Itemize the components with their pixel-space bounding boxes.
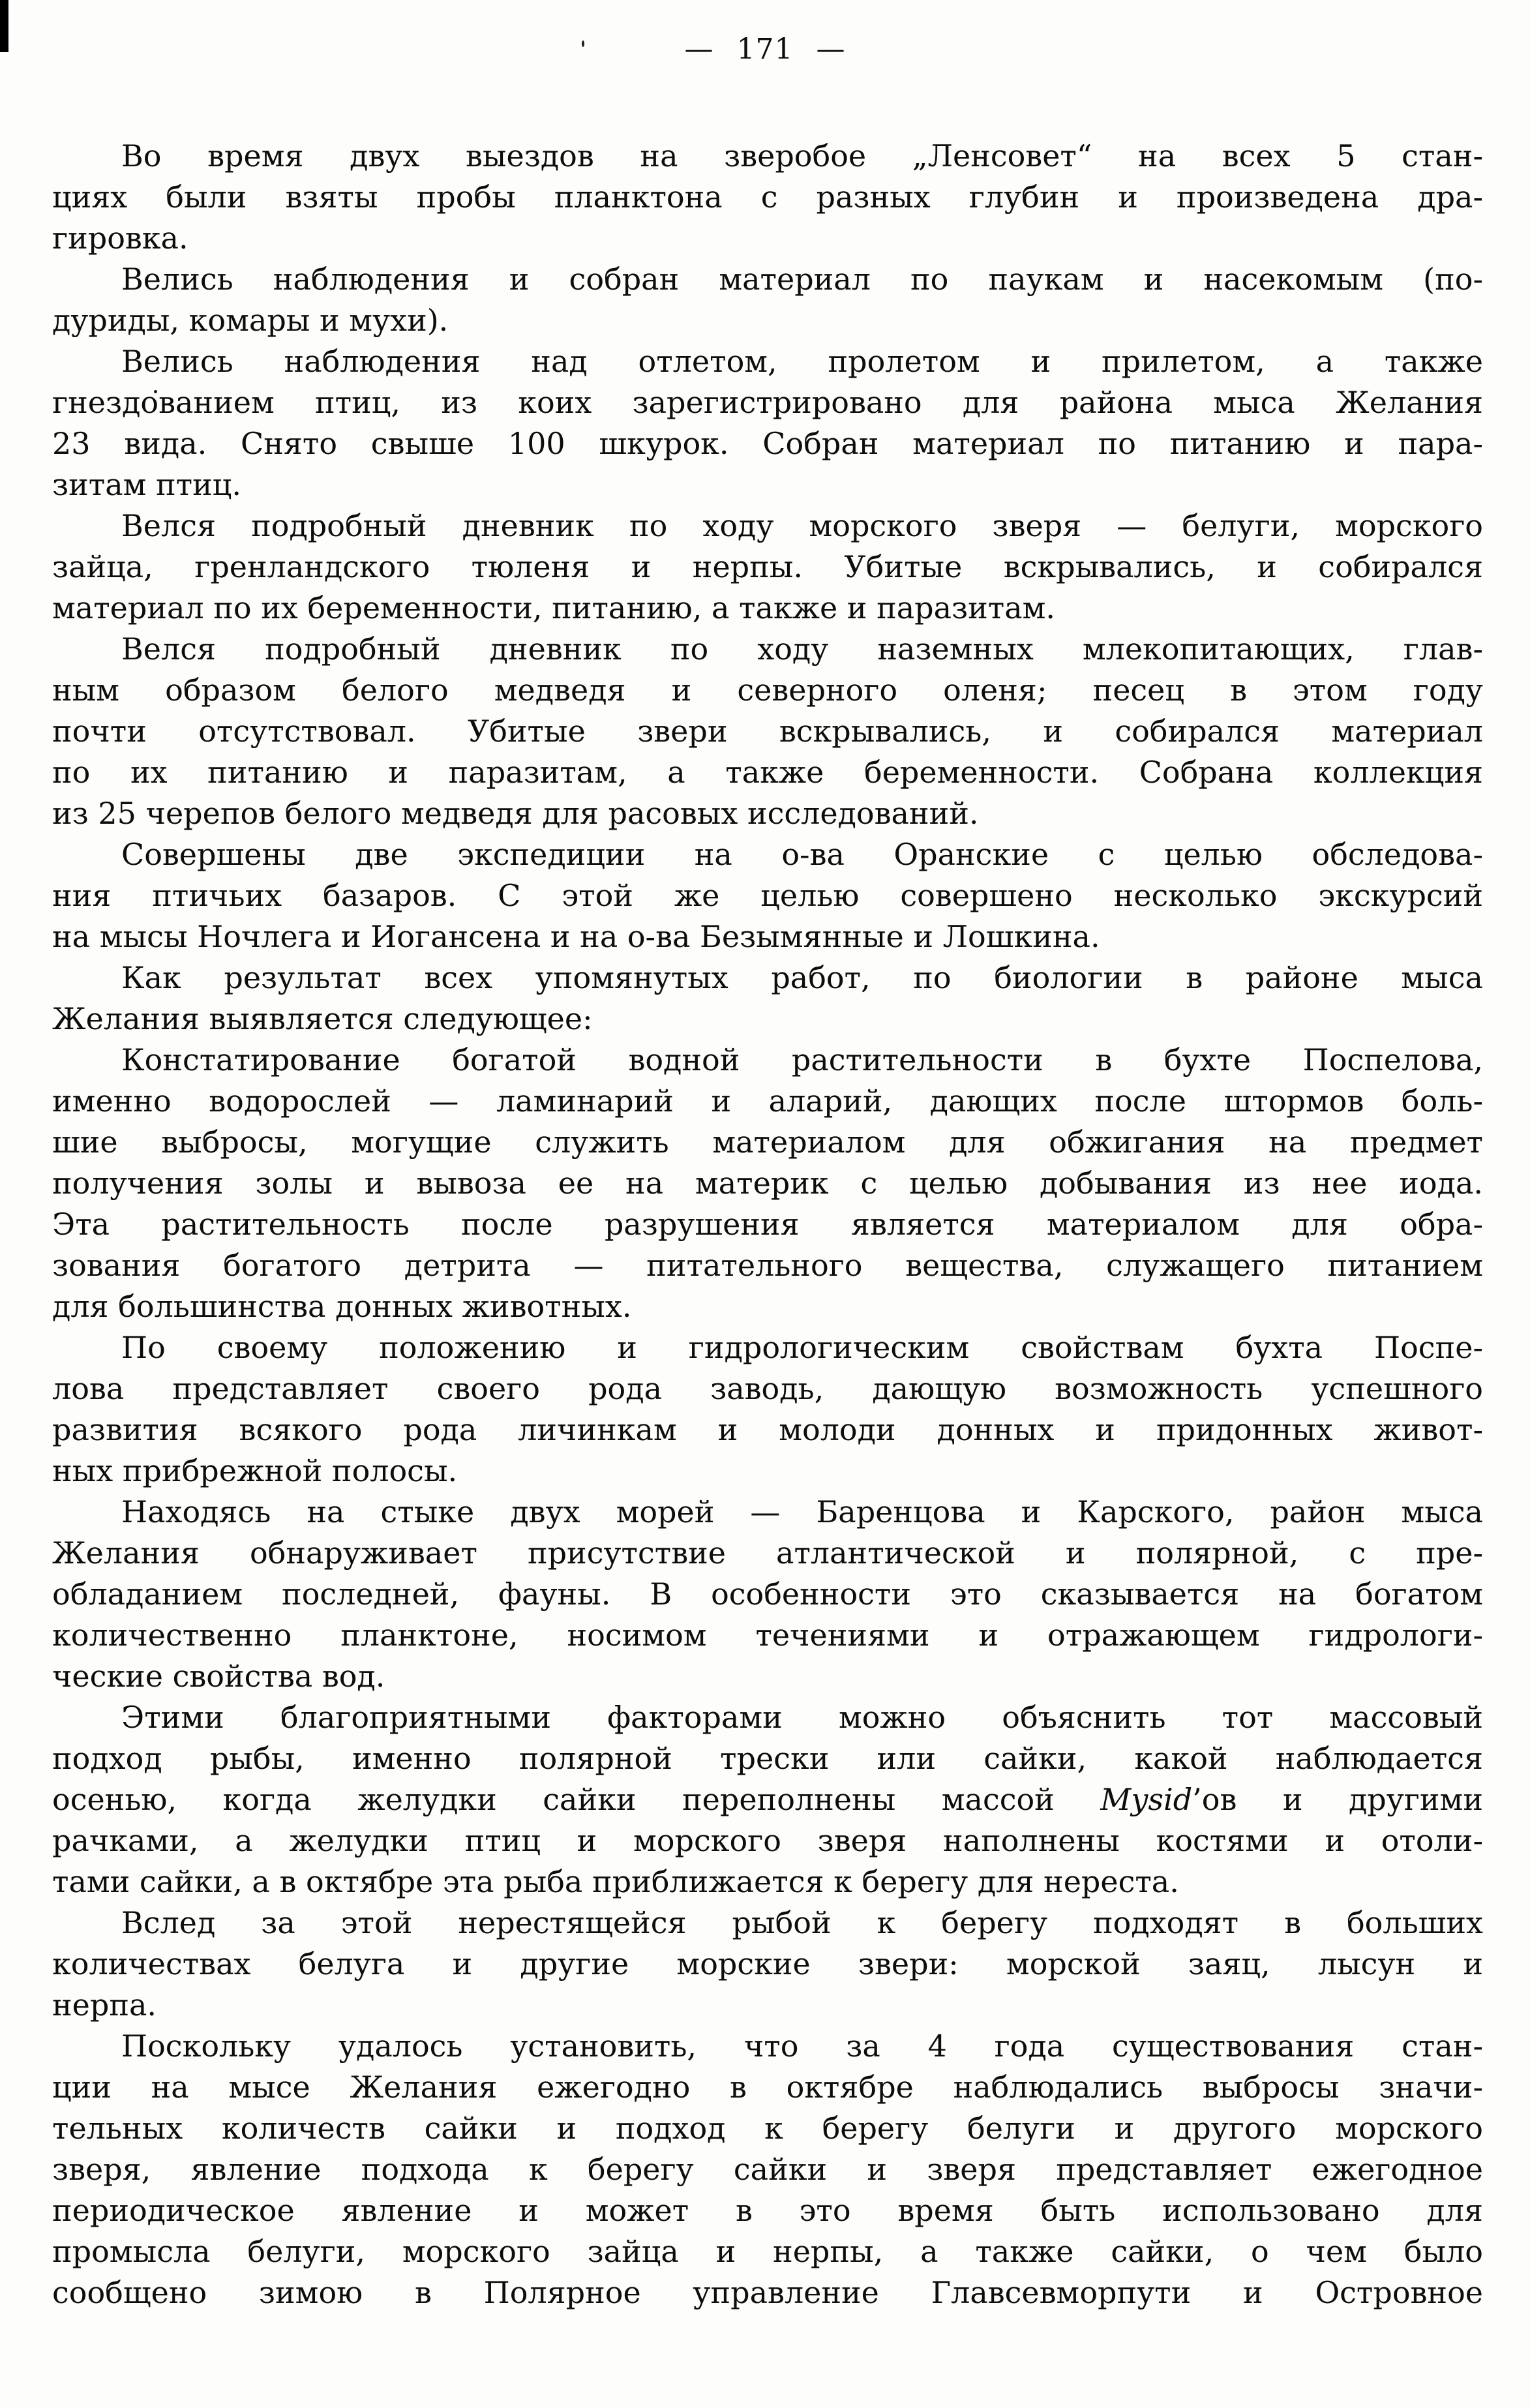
text-line: именно водорослей — ламинарий и аларий, дающих после штормов боль- bbox=[52, 1083, 1483, 1119]
text-line: обладанием последней, фауны. В особенности это сказывается на богатом bbox=[52, 1576, 1483, 1612]
text-line: гнездованием птиц, из коих зарегистрировано для района мыса Желания bbox=[52, 385, 1483, 420]
text-line: Велись наблюдения и собран материал по паукам и насекомым (по- bbox=[121, 262, 1483, 297]
page-body bbox=[52, 136, 1483, 2313]
text-line: шие выбросы, могущие служить материалом для обжигания на предмет bbox=[52, 1124, 1483, 1160]
text-line: Находясь на стыке двух морей — Баренцова и Карского, район мыса bbox=[121, 1494, 1483, 1529]
text-line: Желания выявляется следующее: bbox=[52, 1001, 593, 1036]
text-line: Велись наблюдения над отлетом, пролетом и прилетом, а также bbox=[121, 344, 1483, 379]
text-line: тельных количеств сайки и подход к берегу белуги и другого морского bbox=[52, 2111, 1483, 2146]
paragraph bbox=[52, 1327, 1483, 1492]
text-line: ния птичьих базаров. С этой же целью совершено несколько экскурсий bbox=[52, 878, 1483, 913]
text-line: зайца, гренландского тюленя и нерпы. Убитые вскрывались, и собирался bbox=[52, 549, 1483, 584]
text-line: из 25 черепов белого медведя для расовых исследований. bbox=[52, 796, 979, 831]
latin-species-term: Mysid bbox=[1100, 1782, 1193, 1817]
paragraph bbox=[52, 136, 1483, 259]
paragraph bbox=[52, 957, 1483, 1040]
paragraph bbox=[52, 1903, 1483, 2026]
text-line bbox=[52, 1779, 1483, 1820]
text-line: подход рыбы, именно полярной трески или сайки, какой наблюдается bbox=[52, 1741, 1483, 1776]
text-line: сообщено зимою в Полярное управление Главсевморпути и Островное bbox=[52, 2275, 1483, 2310]
text-line: ным образом белого медведя и северного оленя; песец в этом году bbox=[52, 672, 1483, 708]
text-line: Как результат всех упомянутых работ, по биологии в районе мыса bbox=[121, 960, 1483, 995]
text-line: Велся подробный дневник по ходу наземных млекопитающих, глав- bbox=[121, 631, 1483, 667]
text-line: 23 вида. Снято свыше 100 шкурок. Собран материал по питанию и пара- bbox=[52, 426, 1483, 461]
text-line: Поскольку удалось установить, что за 4 года существования стан- bbox=[121, 2028, 1483, 2064]
text-line: получения золы и вывоза ее на материк с целью добывания из нее иода. bbox=[52, 1166, 1483, 1201]
text-line: Желания обнаруживает присутствие атлантической и полярной, с пре- bbox=[52, 1535, 1483, 1571]
paragraph bbox=[52, 1697, 1483, 1903]
text-line: зверя, явление подхода к берегу сайки и зверя представляет ежегодное bbox=[52, 2152, 1483, 2187]
page-number: — 171 — bbox=[684, 33, 846, 66]
text-line: ции на мысе Желания ежегодно в октябре наблюдались выбросы значи- bbox=[52, 2069, 1483, 2105]
text-line: развития всякого рода личинкам и молоди донных и придонных живот- bbox=[52, 1412, 1483, 1447]
text-segment: ’ов и другими bbox=[1192, 1782, 1483, 1817]
text-line: ных прибрежной полосы. bbox=[52, 1453, 458, 1488]
text-line: нерпа. bbox=[52, 1987, 157, 2023]
text-line: ческие свойства вод. bbox=[52, 1659, 385, 1694]
paragraph bbox=[52, 259, 1483, 341]
text-segment: осенью, когда желудки сайки переполнены массой bbox=[52, 1782, 1101, 1817]
text-line: тами сайки, а в октябре эта рыба приближается к берегу для нереста. bbox=[52, 1864, 1179, 1899]
text-line: по их питанию и паразитам, а также беременности. Собрана коллекция bbox=[52, 755, 1483, 790]
paragraph bbox=[52, 1492, 1483, 1697]
text-line: Констатирование богатой водной растительности в бухте Поспелова, bbox=[121, 1042, 1483, 1077]
text-line: циях были взяты пробы планктона с разных глубин и произведена дра- bbox=[52, 179, 1483, 215]
text-line: Велся подробный дневник по ходу морского зверя — белуги, морского bbox=[121, 508, 1483, 543]
paragraph bbox=[52, 834, 1483, 957]
paragraph bbox=[52, 505, 1483, 629]
text-line: лова представляет своего рода заводь, дающую возможность успешного bbox=[52, 1371, 1483, 1406]
scan-speck bbox=[582, 40, 584, 47]
paragraph bbox=[52, 341, 1483, 505]
text-line: материал по их беременности, питанию, а также и паразитам. bbox=[52, 590, 1056, 625]
text-line: для большинства донных животных. bbox=[52, 1289, 632, 1324]
paragraph bbox=[52, 2026, 1483, 2313]
text-line: гировка. bbox=[52, 220, 188, 256]
text-line: дуриды, комары и мухи). bbox=[52, 303, 449, 338]
text-line: зования богатого детрита — питательного вещества, служащего питанием bbox=[52, 1248, 1483, 1283]
paragraph bbox=[52, 629, 1483, 834]
text-line: зитам птиц. bbox=[52, 467, 241, 502]
text-line: промысла белуги, морского зайца и нерпы, а также сайки, о чем было bbox=[52, 2234, 1483, 2269]
text-line: Во время двух выездов на зверобое „Ленсовет“ на всех 5 стан- bbox=[121, 138, 1483, 173]
text-line: количествах белуга и другие морские звери: морской заяц, лысун и bbox=[52, 1946, 1483, 1981]
text-line: рачками, а желудки птиц и морского зверя наполнены костями и отоли- bbox=[52, 1823, 1483, 1858]
scan-edge-artifact bbox=[0, 0, 8, 52]
text-line: Эта растительность после разрушения является материалом для обра- bbox=[52, 1207, 1483, 1242]
text-line: количественно планктоне, носимом течениями и отражающем гидрологи- bbox=[52, 1618, 1483, 1653]
text-line: По своему положению и гидрологическим свойствам бухта Поспе- bbox=[121, 1330, 1483, 1365]
paragraph bbox=[52, 1040, 1483, 1327]
text-line: периодическое явление и может в это время быть использовано для bbox=[52, 2193, 1483, 2228]
text-line: почти отсутствовал. Убитые звери вскрывались, и собирался материал bbox=[52, 714, 1483, 749]
text-line: Этими благоприятными факторами можно объяснить тот массовый bbox=[121, 1700, 1483, 1735]
text-line: на мысы Ночлега и Иогансена и на о-ва Безымянные и Лошкина. bbox=[52, 919, 1100, 954]
text-line: Совершены две экспедиции на о-ва Оранские с целью обследова- bbox=[121, 837, 1483, 872]
text-line: Вслед за этой нерестящейся рыбой к берегу подходят в больших bbox=[121, 1905, 1483, 1940]
